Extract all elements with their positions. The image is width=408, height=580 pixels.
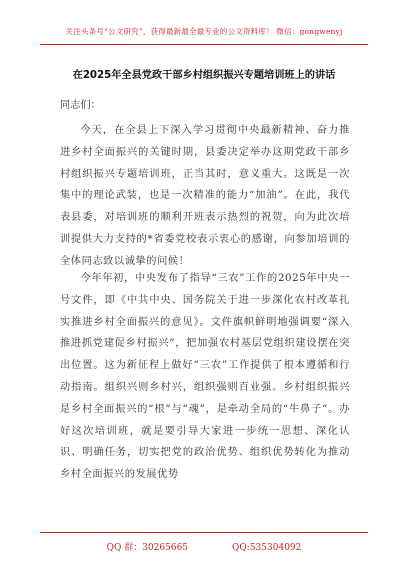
salutation: 同志们： [60, 100, 101, 111]
footer-qq-group: QQ 群：30265665 [106, 543, 189, 553]
paragraph: 今天，在全县上下深入学习贯彻中央最新精神、奋力推进乡村全面振兴的关键时期，县委决定举办这期党政干部乡村组织振兴专题培训班，正当其时，意义重大。这既是一次集中的理论武装，也是一次精准的能力“加油”。在此，我代表县委，对培训班的顺利开班表示热烈的祝贺，向为此次培训提供大力支持的*省委党校表示衷心的感谢，向参加培训的全体同志致以诚挚的问候！ [60, 125, 350, 267]
footer-divider [40, 532, 368, 533]
footer-qq-number: QQ:535304092 [232, 543, 302, 553]
document-title: 在2025年全县党政干部乡村组织振兴专题培训班上的讲话 [72, 70, 336, 81]
header-divider [40, 44, 368, 45]
footer [0, 540, 408, 553]
paragraph: 今年年初，中央发布了指导“三农”工作的2025年中央一号文件，即《中共中央、国务院关于进一步深化农村改革扎实推进乡村全面振兴的意见》。文件旗帜鲜明地强调要“深入推进抓党建促乡村振兴”，把加强农村基层党组织建设摆在突出位置。这为新征程上做好“三农”工作提供了根本遵循和行动指南。组织兴则乡村兴，组织强则百业强。乡村组织振兴是乡村全面振兴的“根”与“魂”，是牵动全局的“牛鼻子”。办好这次培训班，就是要引导大家进一步统一思想、深化认识、明确任务，切实把党的政治优势、组织优势转化为推动乡村全面振兴的发展优势 [60, 273, 350, 481]
header-banner: 关注头条号“公文研究”，获得最新最全最专业的公文资料库！ 微信：gongwenyj [65, 27, 343, 36]
